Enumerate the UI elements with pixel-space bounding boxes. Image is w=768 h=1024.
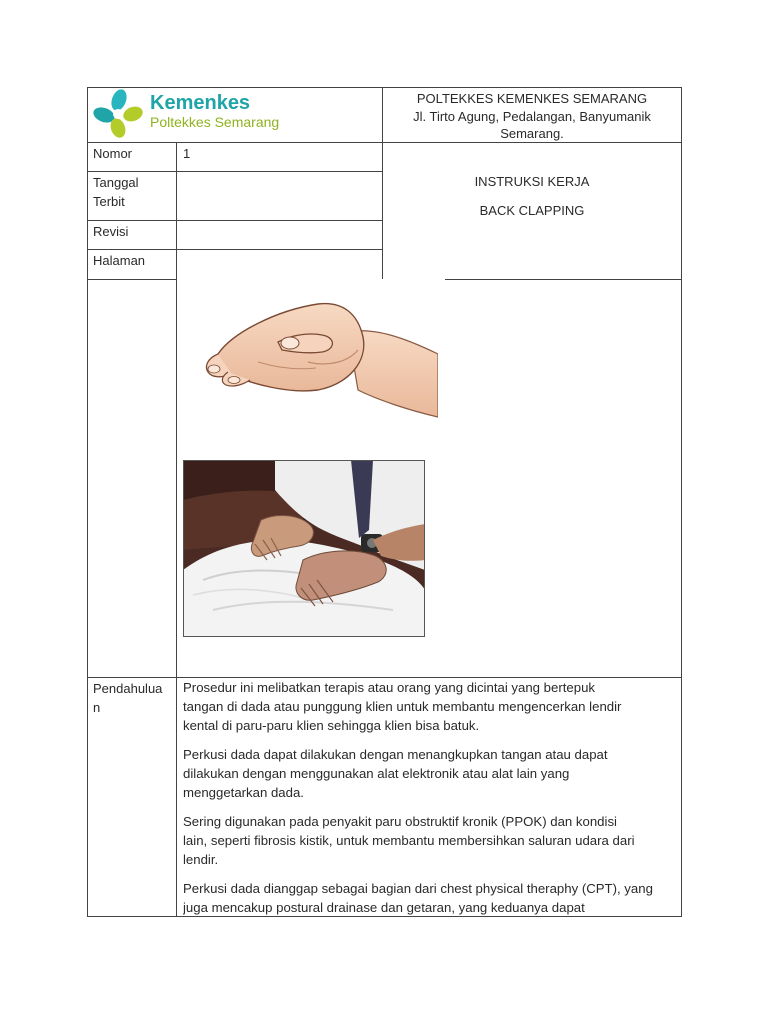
institution-name: POLTEKKES KEMENKES SEMARANG xyxy=(416,91,648,106)
paragraph-2-line-1: Perkusi dada dapat dilakukan dengan menangkupkan tangan atau dapat xyxy=(183,747,608,762)
kemenkes-logo xyxy=(92,88,292,140)
cupped-hand-illustration xyxy=(198,292,438,432)
kemenkes-logo-icon xyxy=(92,88,144,140)
nomor-label: Nomor xyxy=(93,146,133,161)
logo-brand-text: Kemenkes xyxy=(150,92,251,114)
revisi-label: Revisi xyxy=(93,224,129,239)
halaman-label: Halaman xyxy=(93,253,146,268)
paragraph-2-line-2: dilakukan dengan menggunakan alat elektronik atau alat lain yang xyxy=(183,766,570,781)
tanggal-label-line-2: Terbit xyxy=(93,194,125,209)
section-label-line-1: Pendahulua xyxy=(93,681,163,696)
paragraph-1-line-2: tangan di dada atau punggung klien untuk membantu mengencerkan lendir xyxy=(183,699,622,714)
nomor-value: 1 xyxy=(183,146,191,161)
paragraph-3-line-3: lendir. xyxy=(183,852,219,867)
paragraph-4-line-1: Perkusi dada dianggap sebagai bagian dari chest physical theraphy (CPT), yang xyxy=(183,881,653,896)
paragraph-2-line-3: menggetarkan dada. xyxy=(183,785,304,800)
address-line-2: Semarang. xyxy=(500,126,564,141)
paragraph-1-line-1: Prosedur ini melibatkan terapis atau orang yang dicintai yang bertepuk xyxy=(183,680,595,695)
document-type: INSTRUKSI KERJA xyxy=(474,174,590,189)
paragraph-4-line-2: juga mencakup postural drainase dan getaran, yang keduanya dapat xyxy=(183,900,585,915)
document-title: BACK CLAPPING xyxy=(479,203,585,218)
address-line-1: Jl. Tirto Agung, Pedalangan, Banyumanik xyxy=(413,109,651,124)
logo-petals xyxy=(92,88,144,140)
paragraph-3-line-2: lain, seperti fibrosis kistik, untuk membantu membersihkan saluran udara dari xyxy=(183,833,635,848)
back-clapping-photo xyxy=(183,460,425,637)
logo-sub-text: Poltekkes Semarang xyxy=(150,114,280,130)
section-label-line-2: n xyxy=(93,700,101,715)
paragraph-3-line-1: Sering digunakan pada penyakit paru obstruktif kronik (PPOK) dan kondisi xyxy=(183,814,617,829)
tanggal-label-line-1: Tanggal xyxy=(93,175,139,190)
paragraph-1-line-3: kental di paru-paru klien sehingga klien bisa batuk. xyxy=(183,718,480,733)
